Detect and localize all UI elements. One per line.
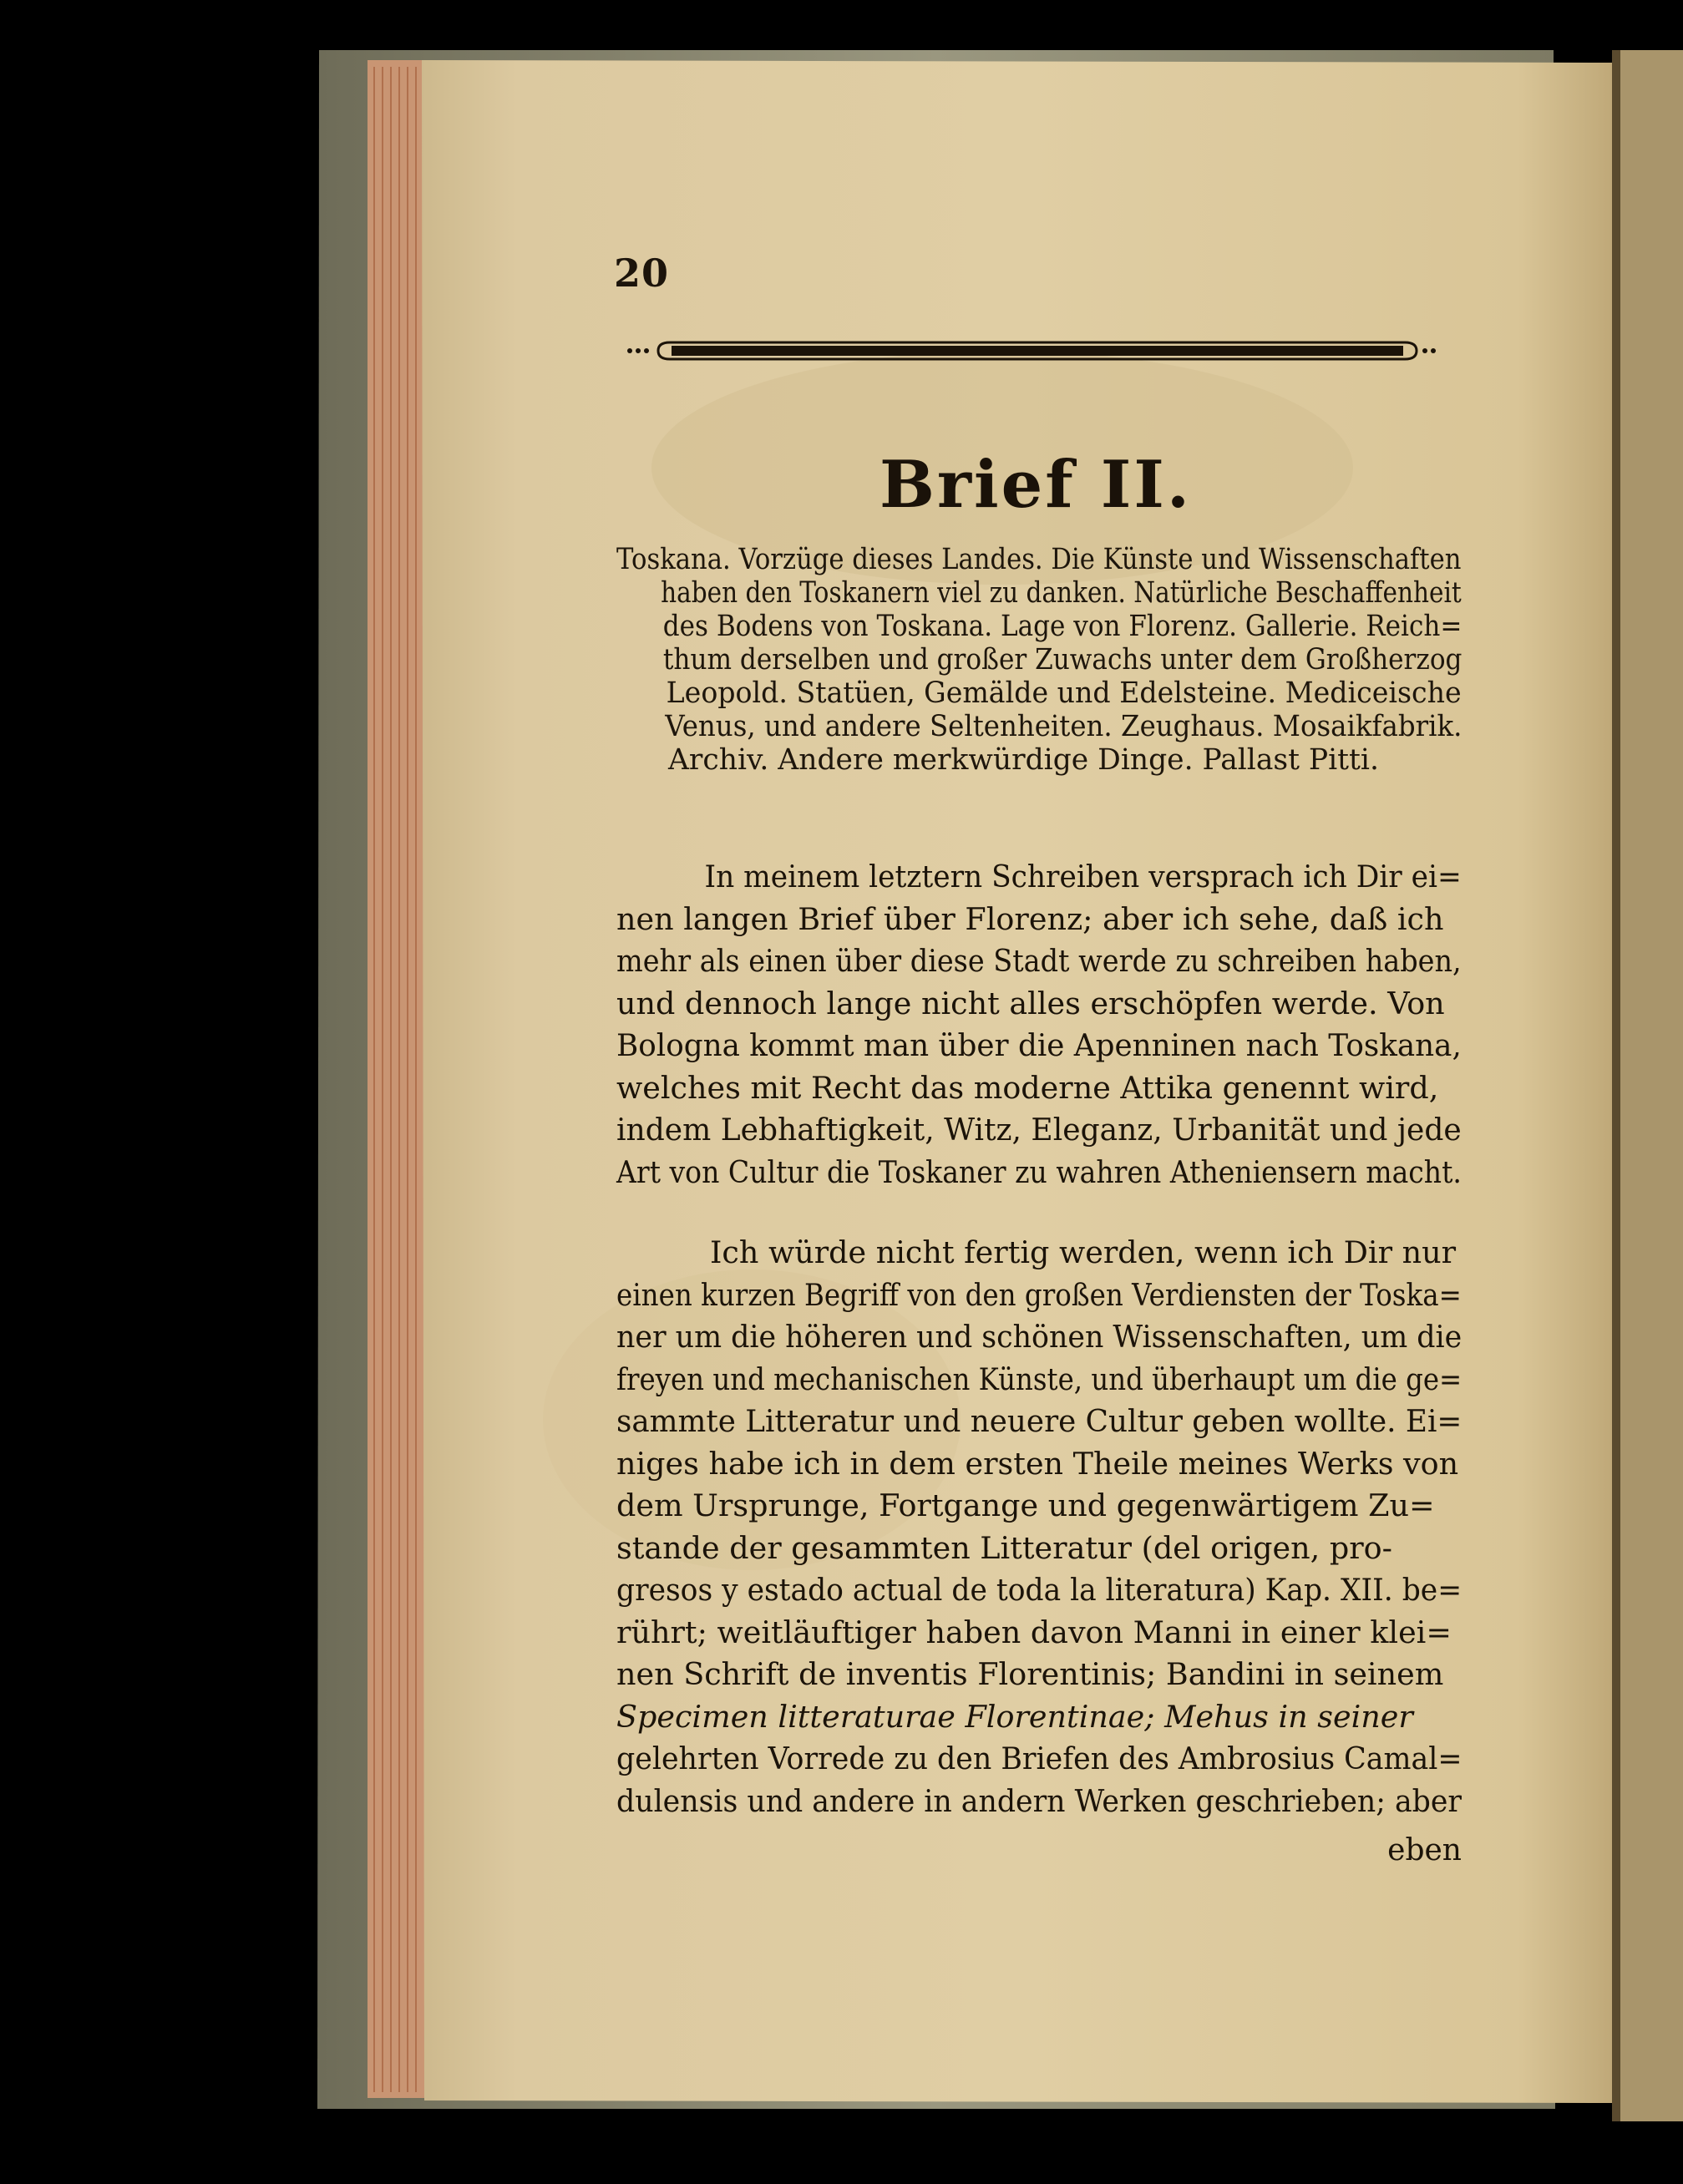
page-number: 20	[614, 251, 670, 296]
letter-heading: Brief II.	[879, 447, 1193, 523]
paragraph-line: In meinem letztern Schreiben versprach ich Dir ei=	[704, 859, 1462, 894]
paragraph-line: Art von Cultur die Toskaner zu wahren Atheniensern macht.	[616, 1153, 1462, 1190]
paragraph-line: einen kurzen Begriff von den großen Verdiensten der Toska=	[616, 1276, 1462, 1313]
paragraph-line: gresos y estado actual de toda la literatura) Kap. XII. be=	[616, 1572, 1462, 1608]
paragraph-line: dem Ursprunge, Fortgange und gegenwärtigem Zu=	[616, 1487, 1435, 1523]
summary-line: Archiv. Andere merkwürdige Dinge. Pallast Pitti.	[668, 743, 1379, 777]
summary-line: Toskana. Vorzüge dieses Landes. Die Künste und Wissenschaften	[616, 543, 1462, 576]
paragraph-line: rührt; weitläuftiger haben davon Manni in einer klei=	[616, 1614, 1452, 1650]
paragraph-line: dulensis und andere in andern Werken geschrieben; aber	[616, 1782, 1462, 1819]
paragraph-line: indem Lebhaftigkeit, Witz, Eleganz, Urbanität und jede	[616, 1112, 1462, 1148]
paragraph-line: sammte Litteratur und neuere Cultur geben wollte. Ei=	[616, 1403, 1462, 1439]
chapter-summary	[616, 543, 1462, 777]
paragraph-line: freyen und mechanischen Künste, und überhaupt um die ge=	[616, 1361, 1462, 1397]
catchword: eben	[1387, 1833, 1462, 1867]
paragraph-line: ner um die höheren und schönen Wissenschaften, um die	[616, 1319, 1462, 1355]
paragraph-line: niges habe ich in dem ersten Theile meines Werks von	[616, 1445, 1459, 1482]
paragraph-line: welches mit Recht das moderne Attika genennt wird,	[616, 1069, 1439, 1106]
paragraph-line: nen Schrift de inventis Florentinis; Bandini in seinem	[616, 1656, 1444, 1692]
summary-line: thum derselben und großer Zuwachs unter dem Großherzog	[662, 643, 1462, 676]
summary-line: des Bodens von Toskana. Lage von Florenz. Gallerie. Reich=	[662, 610, 1462, 643]
paragraph-line: mehr als einen über diese Stadt werde zu schreiben haben,	[616, 943, 1462, 979]
paragraph-2	[616, 1232, 1462, 1822]
paragraph-line: Bologna kommt man über die Apenninen nach Toskana,	[616, 1027, 1462, 1063]
paragraph-1	[616, 856, 1462, 1193]
summary-line: Venus, und andere Seltenheiten. Zeughaus. Mosaikfabrik.	[665, 710, 1462, 743]
summary-line: haben den Toskanern viel zu danken. Natürliche Beschaffenheit	[661, 576, 1462, 610]
summary-line: Leopold. Statüen, Gemälde und Edelsteine. Mediceische	[666, 676, 1462, 710]
paragraph-line: stande der gesammten Litteratur (del origen, pro-	[616, 1529, 1392, 1566]
ornamental-rule	[625, 334, 1443, 367]
paragraph-line: und dennoch lange nicht alles erschöpfen werde. Von	[616, 985, 1445, 1021]
paragraph-line: Ich würde nicht fertig werden, wenn ich Dir nur	[710, 1234, 1457, 1270]
paragraph-line: nen langen Brief über Florenz; aber ich sehe, daß ich	[616, 900, 1444, 937]
paragraph-line: gelehrten Vorrede zu den Briefen des Ambrosius Camal=	[616, 1741, 1462, 1776]
paragraph-line: Specimen litteraturae Florentinae; Mehus in seiner	[616, 1698, 1413, 1735]
